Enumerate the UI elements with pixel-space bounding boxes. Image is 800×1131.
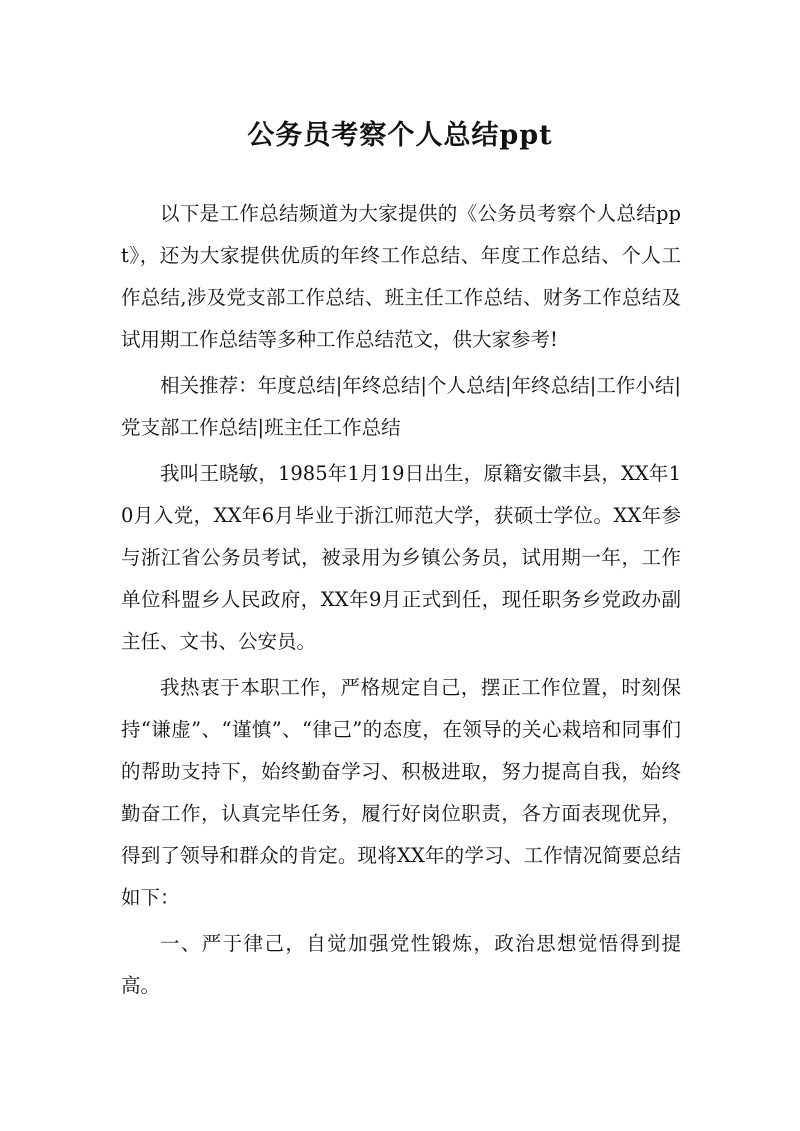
document-title: 公务员考察个人总结ppt: [247, 120, 553, 152]
paragraph-personal-info: 我叫王晓敏，1985年1月19日出生，原籍安徽丰县，XX年10月入党，XX年6月毕业于浙江师范大学，获硕士学位。XX年参与浙江省公务员考试，被录用为乡镇公务员，试用期一年，工作单位科盟乡人民政府，XX年9月正式到任，现任职务乡党政办副主任、文书、公安员。: [121, 462, 681, 653]
paragraph-recommendations: 相关推荐：年度总结|年终总结|个人总结|年终总结|工作小结|党支部工作总结|班主任工作总结: [121, 374, 681, 439]
paragraph-work-attitude: 我热衷于本职工作，严格规定自己，摆正工作位置，时刻保持“谦虚”、“谨慎”、“律己”的态度，在领导的关心栽培和同事们的帮助支持下，始终勤奋学习、积极进取，努力提高自我，始终勤奋工作，认真完毕任务，履行好岗位职责，各方面表现优异，得到了领导和群众的肯定。现将XX年的学习、工作情况简要总结如下：: [121, 676, 681, 909]
document-body: [121, 193, 681, 1007]
paragraph-section-one: 一、严于律己，自觉加强党性锻炼，政治思想觉悟得到提高。: [121, 932, 681, 997]
paragraph-intro: 以下是工作总结频道为大家提供的《公务员考察个人总结ppt》，还为大家提供优质的年终工作总结、年度工作总结、个人工作总结,涉及党支部工作总结、班主任工作总结、财务工作总结及试用期工作总结等多种工作总结范文，供大家参考!: [121, 202, 681, 351]
